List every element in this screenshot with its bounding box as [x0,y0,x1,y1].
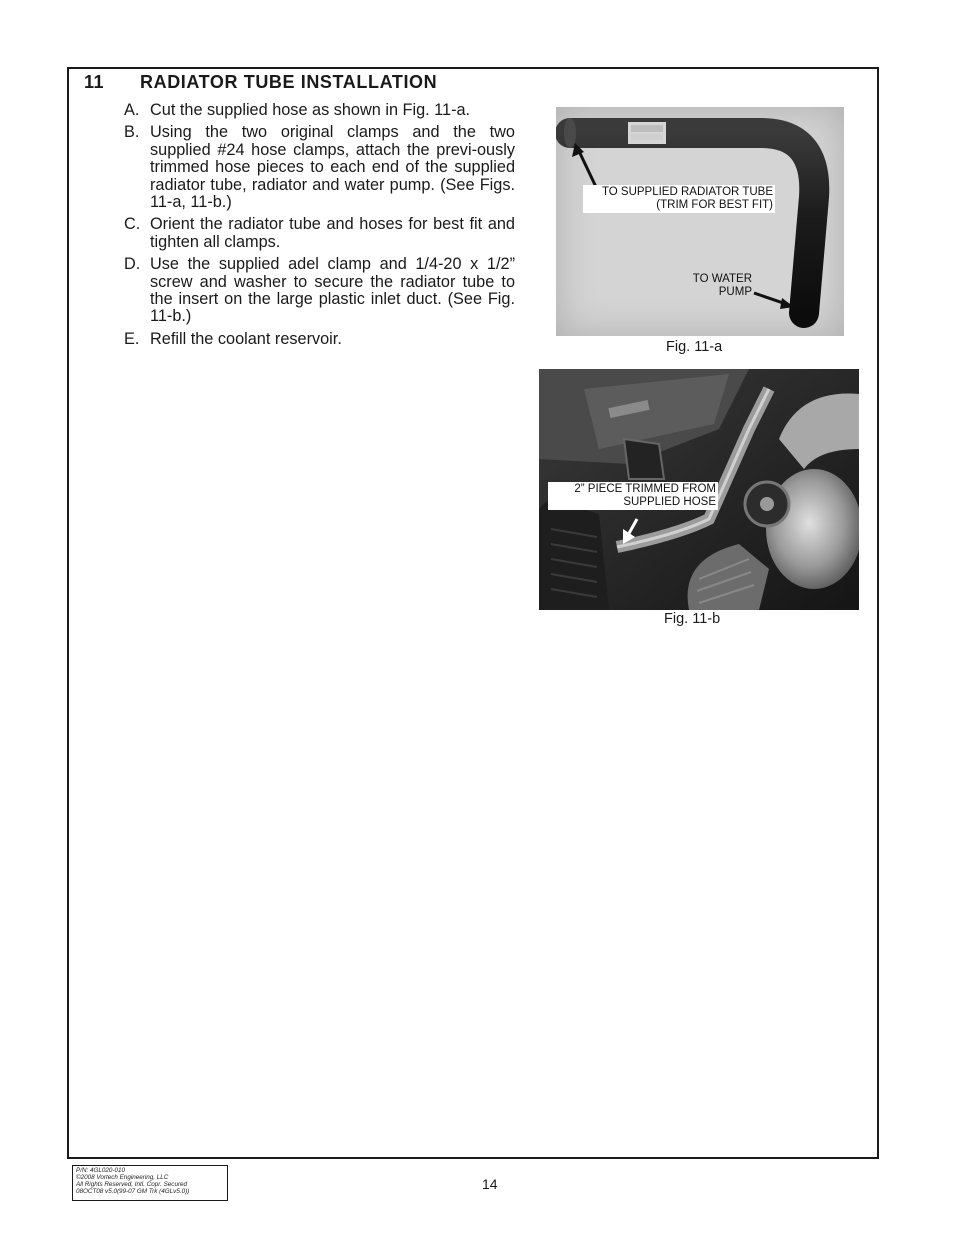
figure-11b-photo [539,369,859,610]
step-text: Refill the coolant reservoir. [150,329,342,348]
step-text: Orient the radiator tube and hoses for best fit and tighten all clamps. [150,215,515,251]
step-e [124,331,515,348]
page-number: 14 [482,1176,498,1192]
figure-11a-photo [556,107,844,336]
step-letter: E. [124,329,140,348]
part-number: P/N: 4GL020-010 [76,1167,126,1174]
radiator-hose-illustration [556,107,844,336]
callout-line: TO SUPPLIED RADIATOR TUBE [601,186,773,198]
revision: 08OCT08 v5.0(99-07 GM Trk (4GLv5.0)) [76,1187,190,1195]
step-letter: D. [124,255,141,274]
rights-notice: All Rights Reserved, Intl. Copr. Secured [76,1180,188,1188]
step-b [124,124,515,211]
callout-to-radiator-tube [583,185,775,213]
section-title: RADIATOR TUBE INSTALLATION [140,72,438,92]
instruction-list [124,102,515,353]
step-a [124,102,515,119]
callout-line: TO WATER [692,273,752,285]
callout-to-water-pump [676,273,752,299]
callout-line: (TRIM FOR BEST FIT) [656,199,773,211]
step-letter: A. [124,101,140,119]
copyright: ©2008 Vortech Engineering, LLC [76,1173,169,1181]
part-number-box [72,1165,228,1201]
callout-2in-piece [548,482,718,510]
figure-11b-caption: Fig. 11-b [664,611,721,627]
step-d [124,256,515,326]
callout-line: SUPPLIED HOSE [623,496,716,508]
step-letter: B. [124,123,140,142]
step-text: Cut the supplied hose as shown in Fig. 11-a. [150,101,471,119]
step-letter: C. [124,215,141,234]
step-c [124,216,515,251]
step-text: Use the supplied adel clamp and 1/4-20 x 1/2” screw and washer to secure the radiator tube to the insert on the large plastic inlet duct. (See Fig. 11-b.) [150,255,515,326]
figure-11a-caption: Fig. 11-a [666,339,723,355]
callout-line: 2” PIECE TRIMMED FROM [574,483,716,495]
section-number: 11 [84,72,105,92]
step-text: Using the two original clamps and the two supplied #24 hose clamps, attach the previ-ously trimmed hose pieces to each end of the supplied radiator tube, radiator and water pump. (See Figs. 11-a, 11-b.) [150,123,515,212]
callout-line: PUMP [718,286,752,298]
